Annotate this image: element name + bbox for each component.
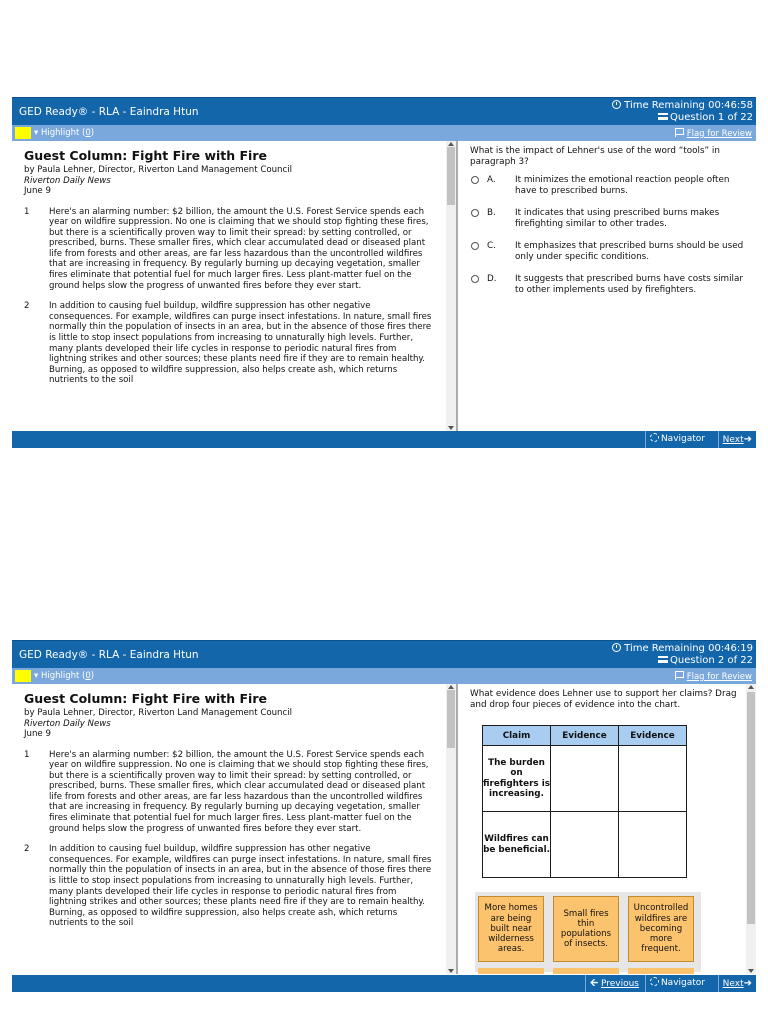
- chart-header-claim: Claim: [483, 726, 551, 746]
- clock-icon: [612, 100, 621, 109]
- content-area: [12, 141, 756, 431]
- draggable-evidence-tile[interactable]: Uncontrolled wildfires are becoming more frequent.: [628, 896, 694, 962]
- highlight-count: 0: [85, 128, 91, 138]
- scroll-up-arrow-icon[interactable]: [748, 685, 754, 689]
- passage-date: June 9: [24, 729, 51, 739]
- highlight-count: 0: [85, 671, 91, 681]
- navigator-button[interactable]: [645, 975, 709, 992]
- flag-icon: [675, 671, 684, 680]
- question-text: What is the impact of Lehner's use of the word “tools” in paragraph 3?: [470, 146, 720, 167]
- navigator-label: Navigator: [660, 978, 705, 988]
- passage-pane: [12, 141, 446, 431]
- previous-button[interactable]: [585, 975, 643, 992]
- time-remaining: Time Remaining 00:46:19: [624, 643, 753, 654]
- passage-paragraph: [24, 844, 436, 929]
- highlight-close-paren: ): [90, 671, 95, 681]
- time-remaining: Time Remaining 00:46:58: [624, 100, 753, 111]
- passage-date: June 9: [24, 186, 51, 196]
- chart-header-evidence: Evidence: [619, 726, 687, 746]
- next-label: Next: [722, 979, 744, 989]
- navigator-label: Navigator: [660, 434, 705, 444]
- option-text: It indicates that using prescribed burns makes firefighting similar to other trades.: [515, 208, 720, 229]
- next-label: Next: [722, 435, 744, 445]
- passage-paragraph: [24, 207, 436, 292]
- highlight-color-swatch[interactable]: [15, 670, 31, 682]
- evidence-drop-zone[interactable]: [619, 812, 687, 878]
- scroll-down-arrow-icon[interactable]: [448, 426, 454, 430]
- pane-divider[interactable]: [456, 684, 458, 974]
- option-text: It suggests that prescribed burns have costs similar to other implements used by firefighters.: [515, 274, 744, 295]
- evidence-drop-zone[interactable]: [551, 746, 619, 812]
- option-letter: D.: [487, 274, 497, 284]
- radio-button[interactable]: [471, 209, 479, 217]
- arrow-right-icon: ➜: [743, 978, 752, 989]
- flag-label: Flag for Review: [686, 129, 752, 139]
- radio-button[interactable]: [471, 176, 479, 184]
- highlight-menu[interactable]: [34, 671, 94, 681]
- passage-source: Riverton Daily News: [24, 175, 111, 186]
- flag-icon: [675, 128, 684, 137]
- toolbar: [12, 668, 756, 684]
- evidence-drop-zone[interactable]: [551, 812, 619, 878]
- paragraph-number: 2: [24, 844, 30, 855]
- clock-icon: [612, 643, 621, 652]
- flag-for-review-button[interactable]: [675, 128, 752, 139]
- title-bar: [12, 97, 756, 125]
- highlight-close-paren: ): [90, 128, 95, 138]
- question-list-icon: [658, 113, 668, 120]
- option-letter: A.: [487, 175, 496, 185]
- paragraph-text: Here's an alarming number: $2 billion, the amount the U.S. Forest Service spends each year on wildfire suppression. No one is claiming that we should stop fighting these fires, but there is a scientifically proven way to limit their spread: by setting controlled, or prescribed, burns. These smaller fires, which clear accumulated dead or diseased plant life from forests and other areas, are far less hazardous than the uncontrolled wildfires that are increasing in frequency. By regularly burning up decaying vegetation, smaller fires eliminate that potential fuel for much larger fires. Less plant-matter fuel on the ground helps slow the progress of unwanted fires before they ever start.: [49, 206, 429, 291]
- highlight-menu[interactable]: [34, 128, 94, 138]
- scroll-thumb[interactable]: [447, 690, 455, 748]
- passage-pane: [12, 684, 446, 974]
- arrow-left-icon: 🡨: [589, 978, 599, 989]
- title-bar: [12, 640, 756, 668]
- next-button[interactable]: [718, 431, 756, 448]
- previous-label: Previous: [600, 979, 639, 989]
- navigator-button[interactable]: [645, 431, 709, 448]
- passage-source: Riverton Daily News: [24, 718, 111, 729]
- content-area: [12, 684, 756, 974]
- chart-row: [483, 812, 687, 878]
- passage-paragraph: [24, 750, 436, 835]
- passage-byline: by Paula Lehner, Director, Riverton Land Management Council: [24, 708, 293, 718]
- question-counter: Question 1 of 22: [670, 112, 753, 123]
- passage-title: Guest Column: Fight Fire with Fire: [24, 148, 267, 163]
- answer-option-c[interactable]: [470, 241, 750, 262]
- navigator-icon: [650, 977, 659, 986]
- draggable-evidence-tile[interactable]: [478, 968, 544, 974]
- paragraph-text: In addition to causing fuel buildup, wildfire suppression has other negative consequences. For example, wildfires can purge insect infestations. In nature, small fires normally thin the population of insects in an area, but in the absence of those fires there is little to stop insect populations from increasing to unnaturally high levels. Further, many plants developed their life cycles in response to periodic natural fires from lightning strikes and other sources; these plants need fire if they are to remain healthy. Burning, as opposed to wildfire suppression, also helps create ash, which returns nutrients to the soil: [49, 301, 432, 386]
- scroll-thumb[interactable]: [447, 147, 455, 205]
- evidence-tile-bank: [475, 892, 701, 972]
- highlight-label: ▾ Highlight (: [34, 671, 86, 681]
- chart-header-evidence: Evidence: [551, 726, 619, 746]
- test-window-question-2: [12, 640, 756, 992]
- passage-title: Guest Column: Fight Fire with Fire: [24, 691, 267, 706]
- highlight-label: ▾ Highlight (: [34, 128, 86, 138]
- chart-row: [483, 746, 687, 812]
- option-text: It emphasizes that prescribed burns should be used only under specific conditions.: [515, 241, 744, 262]
- question-text: What evidence does Lehner use to support her claims? Drag and drop four pieces of evidence into the chart.: [470, 689, 737, 710]
- evidence-chart: [482, 725, 687, 878]
- claim-cell: The burden on firefighters is increasing.: [483, 746, 551, 812]
- question-scrollbar[interactable]: [746, 684, 756, 974]
- paragraph-text: Here's an alarming number: $2 billion, the amount the U.S. Forest Service spends each year on wildfire suppression. No one is claiming that we should stop fighting these fires, but there is a scientifically proven way to limit their spread: by setting controlled, or prescribed, burns. These smaller fires, which clear accumulated dead or diseased plant life from forests and other areas, are far less hazardous than the uncontrolled wildfires that are increasing in frequency. By regularly burning up decaying vegetation, smaller fires eliminate that potential fuel for much larger fires. Less plant-matter fuel on the ground helps slow the progress of unwanted fires before they ever start.: [49, 749, 429, 834]
- scroll-thumb[interactable]: [747, 692, 755, 924]
- bottom-nav-bar: [12, 431, 756, 448]
- question-pane: [464, 141, 756, 431]
- passage-paragraph: [24, 301, 436, 386]
- answer-option-d[interactable]: [470, 274, 750, 295]
- arrow-right-icon: ➜: [743, 434, 752, 445]
- scroll-down-arrow-icon[interactable]: [748, 969, 754, 973]
- app-title: GED Ready® - RLA - Eaindra Htun: [19, 649, 199, 661]
- option-letter: B.: [487, 208, 496, 218]
- option-text: It minimizes the emotional reaction people often have to prescribed burns.: [515, 175, 730, 196]
- app-title: GED Ready® - RLA - Eaindra Htun: [19, 106, 199, 118]
- pane-divider[interactable]: [456, 141, 458, 431]
- passage-scrollbar[interactable]: [446, 141, 456, 431]
- scroll-up-arrow-icon[interactable]: [448, 685, 454, 689]
- draggable-evidence-tile[interactable]: [553, 968, 619, 974]
- evidence-drop-zone[interactable]: [619, 746, 687, 812]
- draggable-evidence-tile[interactable]: More homes are being built near wilderness areas.: [478, 896, 544, 962]
- answer-option-a[interactable]: [470, 175, 750, 196]
- toolbar: [12, 125, 756, 141]
- navigator-icon: [650, 433, 659, 442]
- answer-option-b[interactable]: [470, 208, 750, 229]
- test-window-question-1: [12, 97, 756, 448]
- scroll-down-arrow-icon[interactable]: [448, 969, 454, 973]
- paragraph-number: 1: [24, 749, 30, 760]
- passage-scrollbar[interactable]: [446, 684, 456, 974]
- draggable-evidence-tile[interactable]: [628, 968, 694, 974]
- bottom-nav-bar: [12, 975, 756, 992]
- flag-label: Flag for Review: [686, 672, 752, 682]
- chart-header-row: [483, 726, 687, 746]
- question-pane: [464, 684, 756, 974]
- paragraph-text: In addition to causing fuel buildup, wildfire suppression has other negative consequences. For example, wildfires can purge insect infestations. In nature, small fires normally thin the population of insects in an area, but in the absence of those fires there is little to stop insect populations from increasing to unnaturally high levels. Further, many plants developed their life cycles in response to periodic natural fires from lightning strikes and other sources; these plants need fire if they are to remain healthy. Burning, as opposed to wildfire suppression, also helps create ash, which returns nutrients to the soil: [49, 844, 432, 929]
- question-counter: Question 2 of 22: [670, 655, 753, 666]
- paragraph-number: 2: [24, 301, 30, 312]
- radio-button[interactable]: [471, 275, 479, 283]
- draggable-evidence-tile[interactable]: Small fires thin populations of insects.: [553, 896, 619, 962]
- claim-cell: Wildfires can be beneficial.: [483, 812, 551, 878]
- radio-button[interactable]: [471, 242, 479, 250]
- scroll-up-arrow-icon[interactable]: [448, 142, 454, 146]
- next-button[interactable]: [718, 975, 756, 992]
- passage-byline: by Paula Lehner, Director, Riverton Land Management Council: [24, 165, 293, 175]
- highlight-color-swatch[interactable]: [15, 127, 31, 139]
- flag-for-review-button[interactable]: [675, 671, 752, 682]
- option-letter: C.: [487, 241, 496, 251]
- paragraph-number: 1: [24, 206, 30, 217]
- question-list-icon: [658, 656, 668, 663]
